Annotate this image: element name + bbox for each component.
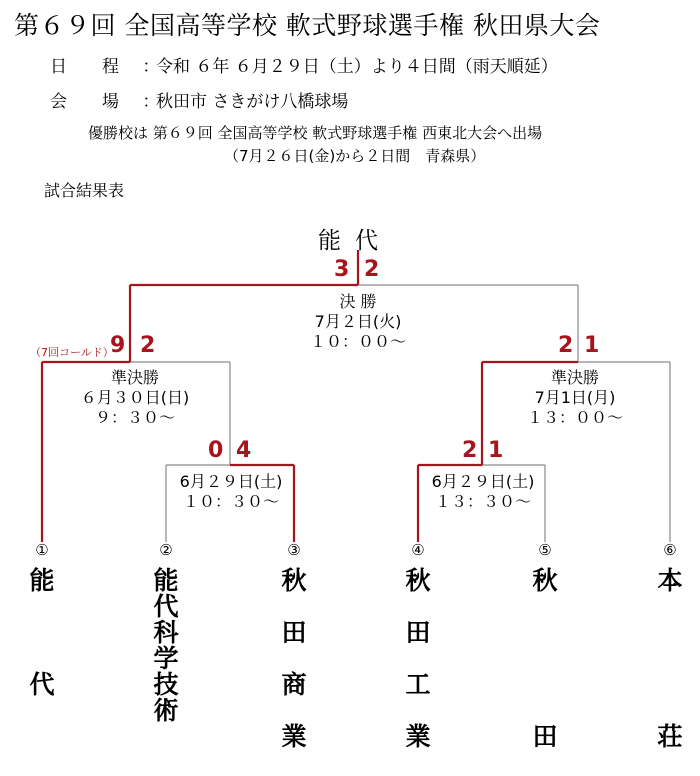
team-number: ⑥ xyxy=(663,541,677,559)
team-name-3 xyxy=(274,568,314,750)
qf-right-score-right: 1 xyxy=(488,438,504,463)
schedule-value: 令和 ６年 ６月２９日（土）より４日間（雨天順延） xyxy=(156,57,558,77)
semi-left-name: 準決勝 xyxy=(110,368,159,387)
team-name-char: 術 xyxy=(153,696,179,725)
team-name-char xyxy=(525,620,565,646)
final-score-right: 2 xyxy=(364,257,380,282)
semi-left-info xyxy=(60,368,210,428)
schedule-label: 日 程 ： xyxy=(50,57,169,77)
qf-left-date: 6月２９日(土) xyxy=(179,472,283,491)
semi-right-name: 準決勝 xyxy=(550,368,599,387)
note-line-2: （7月２６日(金)から２日間 青森県） xyxy=(224,147,486,165)
qf-right-date: 6月２９日(土) xyxy=(431,472,535,491)
qf-left-score-left: 0 xyxy=(208,438,224,463)
team-name-char: 代 xyxy=(153,592,179,621)
team-name-char xyxy=(525,646,565,672)
team-number: ④ xyxy=(411,541,425,559)
team-name-char: 田 xyxy=(532,722,558,751)
semi-left-time: ９：３０～ xyxy=(94,408,175,427)
team-name-char: 秋 xyxy=(405,566,431,595)
team-name-char: 業 xyxy=(405,722,431,751)
final-info xyxy=(268,292,448,352)
qf-left-info xyxy=(158,472,304,512)
team-name-char: 能 xyxy=(29,566,55,595)
team-name-1 xyxy=(22,568,62,698)
final-score-left: 3 xyxy=(334,257,350,282)
team-name-char: 業 xyxy=(281,722,307,751)
team-number: ① xyxy=(35,541,49,559)
team-name-char: 商 xyxy=(281,670,307,699)
team-name-char: 技 xyxy=(153,670,179,699)
team-name-char xyxy=(525,594,565,620)
team-name-char: 能 xyxy=(153,566,179,595)
qf-left-score-right: 4 xyxy=(236,438,252,463)
team-name-char xyxy=(22,646,62,672)
qf-right-time: １３：３０～ xyxy=(434,492,531,511)
champion-name: 能代 xyxy=(318,228,392,254)
semi-right-score-right: 1 xyxy=(584,333,600,358)
venue-value: 秋田市 さきがけ八橋球場 xyxy=(156,92,349,112)
team-name-char: 秋 xyxy=(532,566,558,595)
semi-right-info xyxy=(500,368,650,428)
team-name-2 xyxy=(146,568,186,724)
final-date: 7月２日(火) xyxy=(314,312,402,331)
note-line-1: 優勝校は 第６９回 全国高等学校 軟式野球選手権 西東北大会へ出場 xyxy=(88,124,543,142)
section-title: 試合結果表 xyxy=(44,181,125,200)
semi-right-time: １３：００～ xyxy=(526,408,623,427)
team-name-char: 秋 xyxy=(281,566,307,595)
team-name-char: 学 xyxy=(153,644,179,673)
semi-left-score-left: 9 xyxy=(110,333,126,358)
team-name-char: 田 xyxy=(405,618,431,647)
team-number: ⑤ xyxy=(538,541,552,559)
team-name-char xyxy=(650,698,690,724)
team-name-char xyxy=(650,594,690,620)
team-number: ② xyxy=(159,541,173,559)
semi-left-score-right: 2 xyxy=(140,333,156,358)
team-name-char xyxy=(650,672,690,698)
team-name-char xyxy=(398,594,438,620)
team-name-char xyxy=(650,646,690,672)
team-name-char xyxy=(274,594,314,620)
team-name-char: 科 xyxy=(153,618,179,647)
team-name-6 xyxy=(650,568,690,750)
semi-left-date: ６月３０日(日) xyxy=(80,388,190,407)
team-number: ③ xyxy=(287,541,301,559)
team-name-5 xyxy=(525,568,565,750)
qf-right-score-left: 2 xyxy=(462,438,478,463)
team-name-char xyxy=(398,698,438,724)
team-name-char xyxy=(274,646,314,672)
final-name: 決 勝 xyxy=(339,292,377,311)
team-name-4 xyxy=(398,568,438,750)
venue-label: 会 場 ： xyxy=(50,92,169,112)
team-name-char xyxy=(398,646,438,672)
team-name-char xyxy=(274,698,314,724)
qf-left-time: １０：３０～ xyxy=(182,492,279,511)
team-name-char: 代 xyxy=(29,670,55,699)
team-name-char: 本 xyxy=(657,566,683,595)
final-time: １０：００～ xyxy=(309,332,406,351)
team-name-char: 工 xyxy=(405,670,431,699)
team-name-char xyxy=(525,698,565,724)
team-name-char: 荘 xyxy=(657,722,683,751)
semi-left-note: （7回コールド） xyxy=(30,346,114,359)
team-name-char xyxy=(22,620,62,646)
qf-right-info xyxy=(410,472,556,512)
page-title: 第６９回 全国高等学校 軟式野球選手権 秋田県大会 xyxy=(14,11,601,40)
semi-right-date: 7月1日(月) xyxy=(534,388,616,407)
team-name-char xyxy=(22,594,62,620)
team-name-char xyxy=(525,672,565,698)
team-name-char xyxy=(650,620,690,646)
semi-right-score-left: 2 xyxy=(558,333,574,358)
team-name-char: 田 xyxy=(281,618,307,647)
